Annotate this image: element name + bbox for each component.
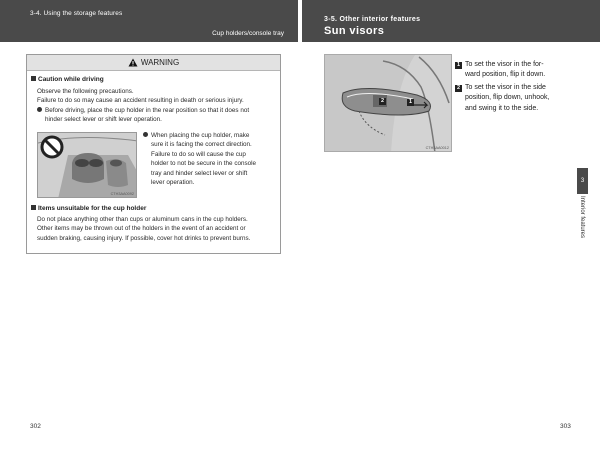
items-text: Do not place anything other than cups or aluminum cans in the cup holders. Other items may be thrown out of the holders in the event of an accident or sudden braking, causing injury. If possible, cover hot drinks to prevent burns. bbox=[37, 216, 251, 242]
caution-heading: Caution while driving bbox=[31, 76, 104, 83]
visor-figure-code: CTH3AA0012 bbox=[425, 146, 449, 150]
step-2-number: 2 bbox=[456, 85, 461, 91]
round-bullet-icon bbox=[143, 132, 148, 137]
round-bullet-icon bbox=[37, 107, 42, 112]
chapter-tab-label: Interior features bbox=[577, 196, 588, 256]
page-number-left: 302 bbox=[30, 423, 41, 430]
chapter-tab-number: 3 bbox=[577, 168, 588, 194]
callout-2: 2 bbox=[380, 98, 385, 104]
cup-holder-figure bbox=[37, 132, 137, 198]
left-subsection-label: Cup holders/console tray bbox=[212, 30, 284, 37]
callout-1: 1 bbox=[408, 99, 413, 105]
left-page-header bbox=[0, 0, 298, 42]
square-bullet-icon bbox=[31, 76, 36, 81]
step-1-number: 1 bbox=[456, 62, 461, 68]
caution-text: Observe the following precautions. Failure to do so may cause an accident resulting in death or serious injury. Before driving, place the cup holder in the rear position so that it does not hinder select lever or shift lever operation. bbox=[37, 88, 250, 124]
visor-step-2: 2 To set the visor in the side position, flip down, unhook, and swing it to the side. bbox=[456, 84, 550, 112]
left-section-label: 3-4. Using the storage features bbox=[30, 10, 123, 17]
visor-step-1: 1 To set the visor in the for- ward position, flip it down. bbox=[456, 61, 546, 79]
warning-triangle-icon bbox=[128, 58, 138, 67]
page-title: Sun visors bbox=[324, 25, 385, 37]
figure-code: CTH3AA0092 bbox=[110, 192, 134, 196]
right-page-header bbox=[302, 0, 600, 42]
sun-visor-figure bbox=[324, 54, 452, 152]
square-bullet-icon bbox=[31, 205, 36, 210]
page-number-right: 303 bbox=[560, 423, 571, 430]
prohibited-icon bbox=[42, 137, 62, 157]
right-section-label: 3-5. Other interior features bbox=[324, 16, 421, 23]
bullet2-text: When placing the cup holder, make sure it is facing the correct direction. Failure to do so will cause the cup holder to not be secure in the console tray and hinder select lever or shift lever operation. bbox=[143, 131, 275, 187]
warning-title: WARNING bbox=[140, 58, 180, 67]
warning-header bbox=[27, 55, 280, 71]
items-heading: Items unsuitable for the cup holder bbox=[31, 205, 146, 212]
